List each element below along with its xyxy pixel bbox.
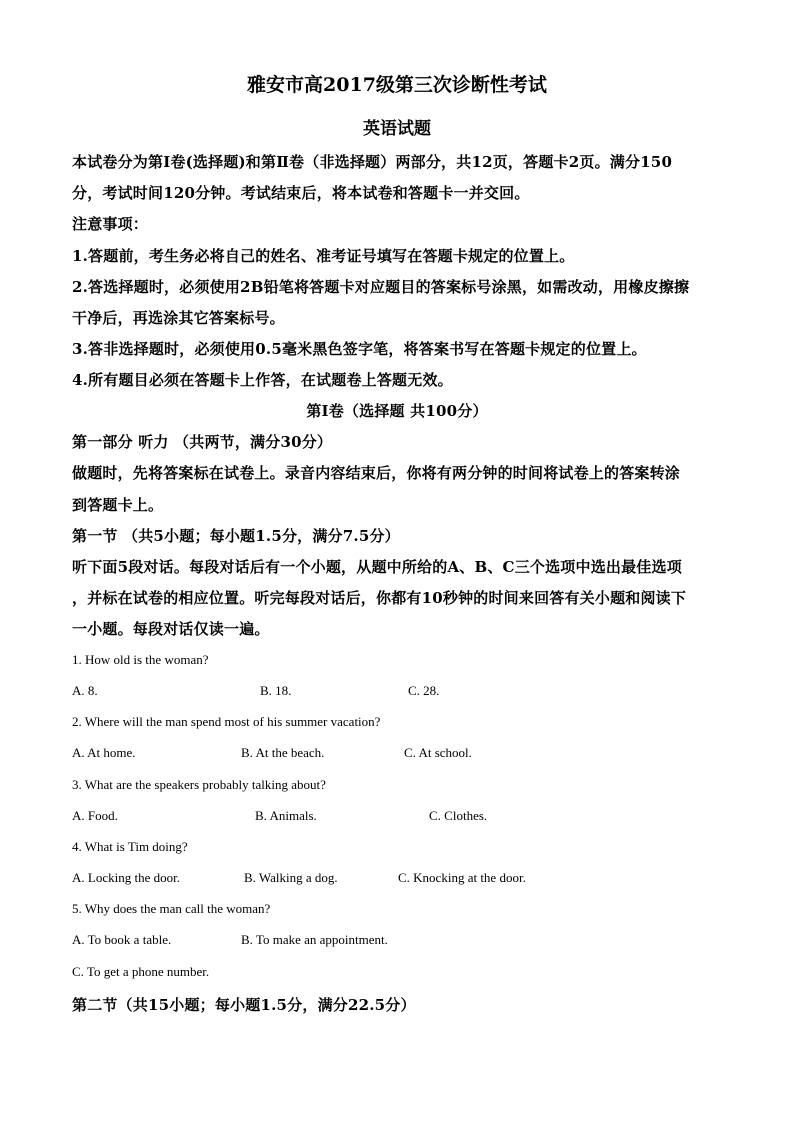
question-1-option-b: B. 18. xyxy=(260,683,292,698)
note-3: 3.答非选择题时，必须使用0.5毫米黑色签字笔，将答案书写在答题卡规定的位置上。 xyxy=(72,340,647,358)
volume-1-heading: 第Ⅰ卷（选择题 共100分） xyxy=(306,402,488,420)
listening-instruction-line-1: 做题时，先将答案标在试卷上。录音内容结束后，你将有两分钟的时间将试卷上的答案转涂 xyxy=(72,464,681,482)
question-5-option-b: B. To make an appointment. xyxy=(241,932,388,947)
question-2-option-b: B. At the beach. xyxy=(241,745,325,760)
section-2-heading: 第二节（共15小题；每小题1.5分，满分22.5分） xyxy=(72,996,416,1014)
question-1-option-a: A. 8. xyxy=(72,683,98,698)
exam-subtitle: 英语试题 xyxy=(363,119,431,139)
section-1-heading: 第一节 （共5小题；每小题1.5分，满分7.5分） xyxy=(72,527,400,545)
intro-line-1: 本试卷分为第Ⅰ卷(选择题)和第Ⅱ卷（非选择题）两部分，共12页，答题卡2页。满分150 xyxy=(72,153,673,171)
question-4-option-a: A. Locking the door. xyxy=(72,870,180,885)
part-1-heading: 第一部分 听力 （共两节，满分30分） xyxy=(72,433,333,451)
question-1: 1. How old is the woman? xyxy=(72,652,209,667)
section-1-instruction-line-3: 一小题。每段对话仅读一遍。 xyxy=(72,620,270,638)
note-2-line-2: 干净后，再选涂其它答案标号。 xyxy=(72,309,285,327)
question-2-option-c: C. At school. xyxy=(404,745,472,760)
question-4-option-b: B. Walking a dog. xyxy=(244,870,338,885)
intro-line-2: 分，考试时间120分钟。考试结束后，将本试卷和答题卡一并交回。 xyxy=(72,184,530,202)
question-5-option-c: C. To get a phone number. xyxy=(72,964,210,979)
question-2-option-a: A. At home. xyxy=(72,745,136,760)
question-3: 3. What are the speakers probably talking about? xyxy=(72,777,326,792)
question-4: 4. What is Tim doing? xyxy=(72,839,188,854)
notes-heading: 注意事项： xyxy=(72,215,149,233)
question-4-option-c: C. Knocking at the door. xyxy=(398,870,526,885)
listening-instruction-line-2: 到答题卡上。 xyxy=(72,496,164,514)
question-3-option-a: A. Food. xyxy=(72,808,118,823)
question-1-option-c: C. 28. xyxy=(408,683,440,698)
question-5-option-a: A. To book a table. xyxy=(72,932,172,947)
question-3-option-b: B. Animals. xyxy=(255,808,317,823)
exam-title: 雅安市高2017级第三次诊断性考试 xyxy=(247,74,547,96)
note-4: 4.所有题目必须在答题卡上作答，在试题卷上答题无效。 xyxy=(72,371,453,389)
section-1-instruction-line-2: ，并标在试卷的相应位置。听完每段对话后，你都有10秒钟的时间来回答有关小题和阅读下 xyxy=(72,589,687,607)
note-2-line-1: 2.答选择题时，必须使用2B铅笔将答题卡对应题目的答案标号涂黑，如需改动，用橡皮擦擦 xyxy=(72,278,690,296)
note-1: 1.答题前，考生务必将自己的姓名、准考证号填写在答题卡规定的位置上。 xyxy=(72,247,575,265)
section-1-instruction-line-1: 听下面5段对话。每段对话后有一个小题，从题中所给的A、B、C三个选项中选出最佳选项 xyxy=(72,558,682,576)
question-2: 2. Where will the man spend most of his summer vacation? xyxy=(72,714,381,729)
question-3-option-c: C. Clothes. xyxy=(429,808,488,823)
question-5: 5. Why does the man call the woman? xyxy=(72,901,271,916)
